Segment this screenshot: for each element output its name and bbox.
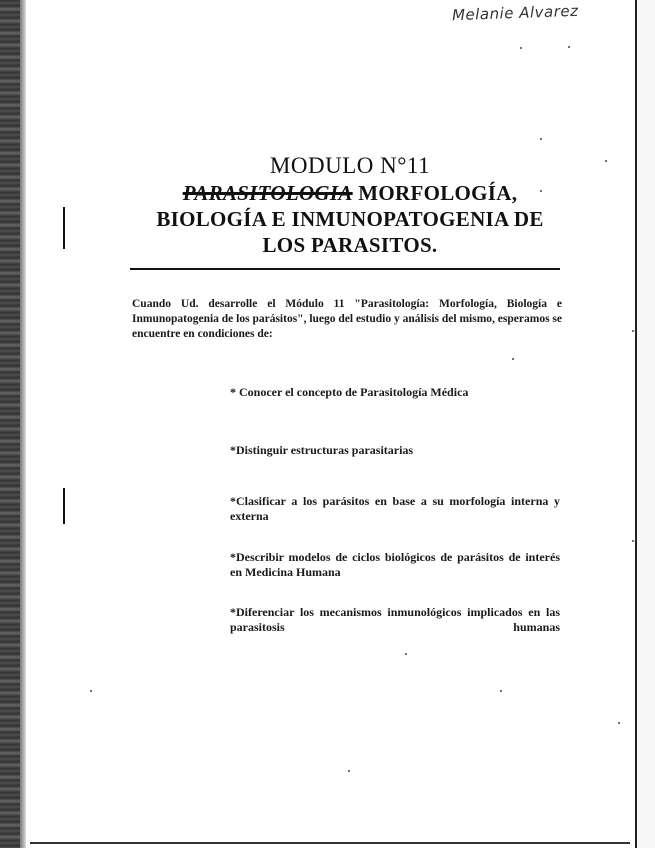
title-block [130, 152, 570, 258]
scan-speck [512, 358, 514, 360]
scan-right-edge [635, 0, 637, 848]
title-divider [130, 268, 560, 270]
heading-line-1-rest: MORFOLOGÍA, [352, 181, 518, 205]
scan-speck [568, 46, 570, 48]
scan-speck [618, 722, 620, 724]
scan-speck [632, 330, 634, 332]
scan-speck [520, 47, 522, 49]
intro-paragraph: Cuando Ud. desarrolle el Módulo 11 "Parasitología: Morfología, Biología e Inmunopatogenia de los parásitos", luego del estudio y análisis del mismo, esperamos se encuentre en condiciones de: [132, 297, 563, 340]
scan-speck [540, 138, 542, 140]
scan-speck [348, 770, 350, 772]
heading-line-3: LOS PARASITOS. [262, 233, 438, 257]
scan-left-edge [0, 0, 20, 848]
scan-speck [90, 690, 92, 692]
struck-word: PARASITOLOGIA [182, 181, 353, 205]
scan-speck [500, 690, 502, 692]
scan-left-shadow [20, 0, 26, 848]
heading-line-1 [130, 180, 570, 206]
objective-item: *Clasificar a los parásitos en base a su morfología interna y externa [230, 494, 560, 523]
objectives-list [230, 385, 560, 666]
module-number: MODULO N°11 [269, 153, 431, 178]
scan-bottom-edge [30, 842, 630, 844]
objective-item: *Describir modelos de ciclos biológicos de parásitos de interés en Medicina Humana [230, 550, 560, 579]
margin-mark [63, 207, 65, 249]
objective-item: * Conocer el concepto de Parasitología Médica [230, 385, 469, 399]
objective-item: *Distinguir estructuras parasitarias [230, 443, 414, 457]
scan-speck [632, 540, 634, 542]
margin-mark [63, 488, 65, 524]
handwritten-signature: Melanie Alvarez [451, 1, 579, 25]
heading-line-2: BIOLOGÍA E INMUNOPATOGENIA DE [156, 207, 544, 231]
scan-speck [605, 160, 607, 162]
scan-right-margin [637, 0, 655, 848]
objective-item: *Diferenciar los mecanismos inmunológicos implicados en las parasitosis humanas [230, 605, 560, 634]
